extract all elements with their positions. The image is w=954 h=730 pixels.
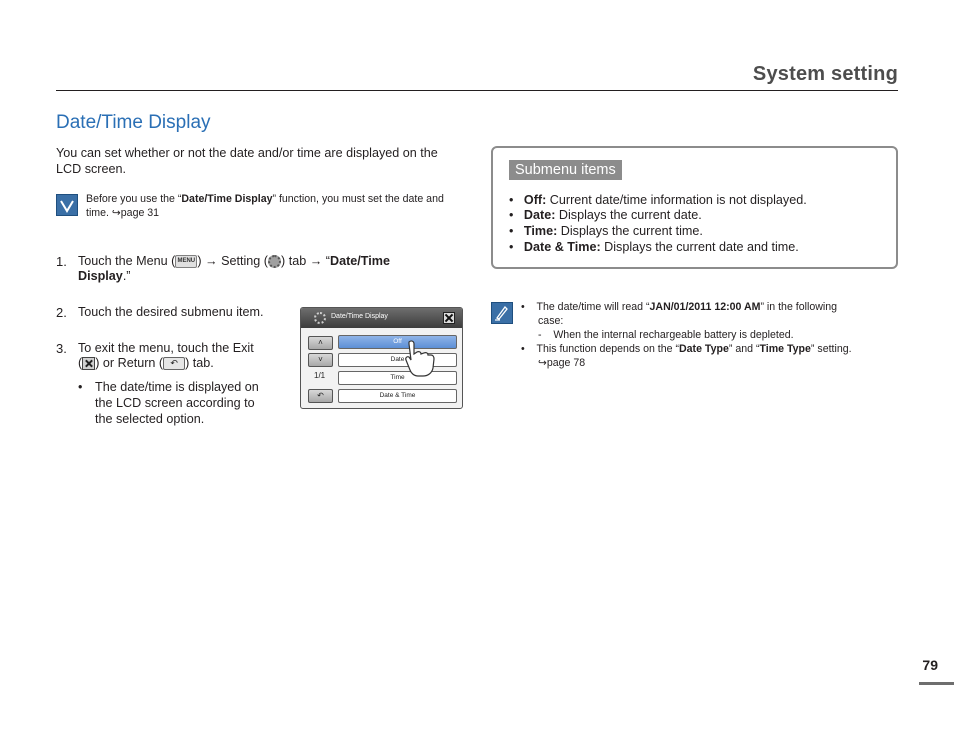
lcd-option-time[interactable]: Time xyxy=(338,371,457,385)
submenu-item-date: • Date: Displays the current date. xyxy=(509,208,702,222)
step-1-text: Touch the Menu ( MENU ) → Setting ( ) tab → “Date/Time Display.” xyxy=(78,254,390,283)
step-3-bullet: • The date/time is displayed on the LCD screen according to the selected option. xyxy=(78,379,278,427)
bullet-text: The date/time is displayed on the LCD screen according to the selected option. xyxy=(95,380,259,426)
step-number: 3. xyxy=(56,341,67,356)
lcd-page-indicator: 1/1 xyxy=(314,371,326,380)
submenu-item-date-time: • Date & Time: Displays the current date and time. xyxy=(509,240,799,254)
step-2-text: Touch the desired submenu item. xyxy=(78,305,264,319)
prerequisite-text: Before you use the “Date/Time Display” function, you must set the date and time. ↪page 31 xyxy=(86,193,444,219)
note-pencil-icon xyxy=(491,302,513,324)
submenu-label: Submenu items xyxy=(509,160,622,180)
lcd-title-bar xyxy=(301,308,462,328)
lcd-screen-illustration xyxy=(300,307,463,409)
close-icon[interactable] xyxy=(443,312,455,324)
lcd-option-date-time[interactable]: Date & Time xyxy=(338,389,457,403)
page-number-bar xyxy=(919,682,954,685)
gear-icon xyxy=(268,255,281,268)
lcd-option-off[interactable]: Off xyxy=(338,335,457,349)
lcd-title: Date/Time Display xyxy=(331,313,388,320)
lcd-option-date[interactable]: Date xyxy=(338,353,457,367)
note-1: • The date/time will read “JAN/01/2011 12:00 AM” in the following xyxy=(521,301,838,313)
gear-icon xyxy=(314,312,326,324)
step-1 xyxy=(56,254,436,286)
note-1-continued: case: xyxy=(538,315,564,327)
scroll-down-button[interactable]: ˅ xyxy=(308,353,333,367)
page-reference: ↪page 31 xyxy=(111,207,160,219)
intro-paragraph: You can set whether or not the date and/or time are displayed on the LCD screen. xyxy=(56,146,438,176)
section-title: Date/Time Display xyxy=(56,112,211,133)
step-number: 2. xyxy=(56,305,67,320)
touch-hand-icon xyxy=(399,336,441,378)
step-2 xyxy=(56,305,296,321)
submenu-item-off: • Off: Current date/time information is not displayed. xyxy=(509,193,807,207)
step-3-text: To exit the menu, touch the Exit ( ) or Return ( ↶ ) tab. xyxy=(78,341,254,370)
return-icon: ↶ xyxy=(163,357,185,370)
menu-icon: MENU xyxy=(175,255,197,268)
exit-icon xyxy=(82,357,95,370)
prerequisite-note xyxy=(56,192,456,224)
return-button[interactable]: ↶ xyxy=(308,389,333,403)
submenu-items-box xyxy=(491,146,898,269)
page-number: 79 xyxy=(922,657,938,673)
header-divider xyxy=(56,90,898,91)
scroll-up-button[interactable]: ˄ xyxy=(308,336,333,350)
submenu-item-time: • Time: Displays the current time. xyxy=(509,224,703,238)
note-2: • This function depends on the “Date Type” and “Time Type” setting. xyxy=(521,343,852,355)
step-3 xyxy=(56,341,296,373)
page-reference: ↪page 78 xyxy=(538,357,586,369)
checkmark-icon xyxy=(56,194,78,216)
note-1-subitem: - When the internal rechargeable battery is depleted. xyxy=(538,329,794,341)
page-header-title: System setting xyxy=(752,63,898,85)
step-number: 1. xyxy=(56,254,67,269)
